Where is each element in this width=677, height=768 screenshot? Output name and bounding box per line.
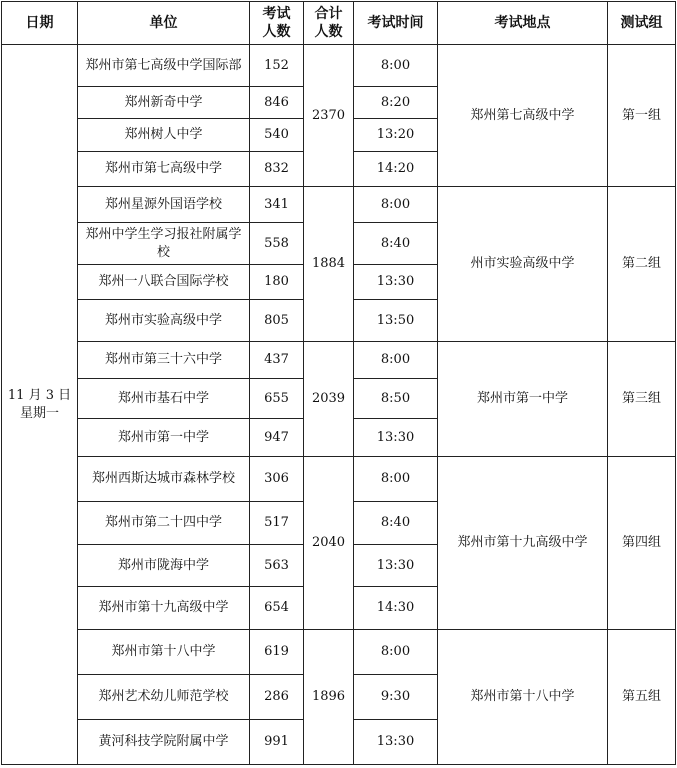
exam-time-cell: 14:20 xyxy=(354,152,438,187)
exam-count-cell: 947 xyxy=(250,419,304,457)
exam-count-cell: 655 xyxy=(250,379,304,419)
unit-cell: 郑州市第七高级中学 xyxy=(78,152,250,187)
test-group-cell: 第五组 xyxy=(608,630,676,765)
exam-time-cell: 13:30 xyxy=(354,545,438,587)
exam-time-cell: 8:00 xyxy=(354,630,438,675)
exam-count-cell: 180 xyxy=(250,265,304,300)
exam-location-cell: 州市实验高级中学 xyxy=(438,187,608,342)
total-count-cell: 1884 xyxy=(304,187,354,342)
exam-count-cell: 619 xyxy=(250,630,304,675)
exam-schedule-table xyxy=(1,1,676,765)
unit-cell: 郑州市实验高级中学 xyxy=(78,300,250,342)
unit-cell: 郑州艺术幼儿师范学校 xyxy=(78,675,250,720)
exam-count-cell: 540 xyxy=(250,119,304,152)
date-cell: 11 月 3 日 星期一 xyxy=(2,45,78,765)
unit-cell: 郑州市第十八中学 xyxy=(78,630,250,675)
exam-count-cell: 654 xyxy=(250,587,304,630)
unit-cell: 郑州市第十九高级中学 xyxy=(78,587,250,630)
exam-time-cell: 13:50 xyxy=(354,300,438,342)
header-row xyxy=(2,2,676,45)
header-date: 日期 xyxy=(2,2,78,45)
exam-count-cell: 991 xyxy=(250,720,304,765)
header-unit: 单位 xyxy=(78,2,250,45)
unit-cell: 郑州树人中学 xyxy=(78,119,250,152)
unit-cell: 郑州市基石中学 xyxy=(78,379,250,419)
exam-count-cell: 832 xyxy=(250,152,304,187)
table-row xyxy=(2,342,676,379)
exam-count-cell: 846 xyxy=(250,87,304,119)
exam-time-cell: 8:00 xyxy=(354,457,438,502)
exam-time-cell: 9:30 xyxy=(354,675,438,720)
header-exam-location: 考试地点 xyxy=(438,2,608,45)
exam-time-cell: 8:20 xyxy=(354,87,438,119)
total-count-cell: 1896 xyxy=(304,630,354,765)
header-exam-count: 考试 人数 xyxy=(250,2,304,45)
test-group-cell: 第四组 xyxy=(608,457,676,630)
unit-cell: 郑州一八联合国际学校 xyxy=(78,265,250,300)
schedule-body xyxy=(2,45,676,765)
table-row xyxy=(2,457,676,502)
exam-time-cell: 8:00 xyxy=(354,187,438,223)
exam-time-cell: 8:40 xyxy=(354,223,438,265)
unit-cell: 郑州市第一中学 xyxy=(78,419,250,457)
total-count-cell: 2370 xyxy=(304,45,354,187)
exam-time-cell: 8:00 xyxy=(354,45,438,87)
unit-cell: 郑州星源外国语学校 xyxy=(78,187,250,223)
header-total-count: 合计 人数 xyxy=(304,2,354,45)
exam-count-cell: 437 xyxy=(250,342,304,379)
exam-count-cell: 517 xyxy=(250,502,304,545)
exam-time-cell: 13:20 xyxy=(354,119,438,152)
exam-time-cell: 8:50 xyxy=(354,379,438,419)
test-group-cell: 第二组 xyxy=(608,187,676,342)
exam-location-cell: 郑州市第一中学 xyxy=(438,342,608,457)
exam-location-cell: 郑州第七高级中学 xyxy=(438,45,608,187)
exam-count-cell: 805 xyxy=(250,300,304,342)
exam-time-cell: 8:00 xyxy=(354,342,438,379)
unit-cell: 郑州市第七高级中学国际部 xyxy=(78,45,250,87)
exam-time-cell: 13:30 xyxy=(354,720,438,765)
unit-cell: 郑州市第二十四中学 xyxy=(78,502,250,545)
total-count-cell: 2040 xyxy=(304,457,354,630)
exam-count-cell: 563 xyxy=(250,545,304,587)
exam-location-cell: 郑州市第十八中学 xyxy=(438,630,608,765)
unit-cell: 郑州新奇中学 xyxy=(78,87,250,119)
table-row xyxy=(2,630,676,675)
unit-cell: 郑州市第三十六中学 xyxy=(78,342,250,379)
total-count-cell: 2039 xyxy=(304,342,354,457)
exam-count-cell: 152 xyxy=(250,45,304,87)
header-test-group: 测试组 xyxy=(608,2,676,45)
exam-count-cell: 341 xyxy=(250,187,304,223)
exam-time-cell: 14:30 xyxy=(354,587,438,630)
exam-time-cell: 13:30 xyxy=(354,265,438,300)
exam-time-cell: 13:30 xyxy=(354,419,438,457)
unit-cell: 黄河科技学院附属中学 xyxy=(78,720,250,765)
exam-count-cell: 286 xyxy=(250,675,304,720)
exam-time-cell: 8:40 xyxy=(354,502,438,545)
header-exam-time: 考试时间 xyxy=(354,2,438,45)
exam-count-cell: 558 xyxy=(250,223,304,265)
table-row xyxy=(2,45,676,87)
test-group-cell: 第三组 xyxy=(608,342,676,457)
table-row xyxy=(2,187,676,223)
unit-cell: 郑州中学生学习报社附属学校 xyxy=(78,223,250,265)
exam-count-cell: 306 xyxy=(250,457,304,502)
exam-location-cell: 郑州市第十九高级中学 xyxy=(438,457,608,630)
unit-cell: 郑州西斯达城市森林学校 xyxy=(78,457,250,502)
test-group-cell: 第一组 xyxy=(608,45,676,187)
unit-cell: 郑州市陇海中学 xyxy=(78,545,250,587)
